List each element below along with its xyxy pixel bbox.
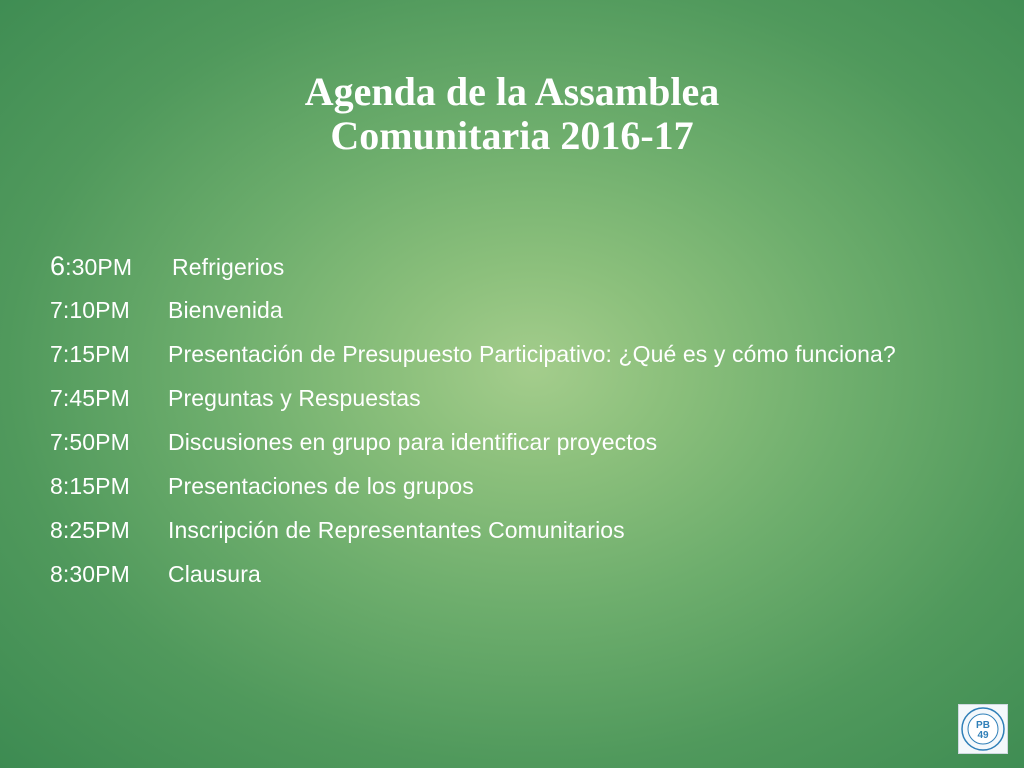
agenda-label: Discusiones en grupo para identificar proyectos xyxy=(168,429,658,455)
agenda-time: 8:15PM xyxy=(50,473,130,499)
agenda-label: Clausura xyxy=(168,561,261,587)
agenda-time: 7:10PM xyxy=(50,297,130,323)
pb49-logo-icon xyxy=(959,705,1007,753)
agenda-time: 7:45PM xyxy=(50,385,130,411)
slide-title-line-2: Comunitaria 2016-17 xyxy=(330,113,694,158)
agenda-item xyxy=(50,244,1010,288)
agenda-list xyxy=(50,244,1010,596)
logo-text-bottom: 49 xyxy=(977,730,989,741)
agenda-item xyxy=(50,420,1010,464)
agenda-time-rest: :30PM xyxy=(65,254,133,280)
agenda-time xyxy=(50,244,168,289)
agenda-label: Presentaciones de los grupos xyxy=(168,473,474,499)
agenda-time: 8:25PM xyxy=(50,517,130,543)
slide-title xyxy=(0,70,1024,158)
agenda-time: 7:50PM xyxy=(50,429,130,455)
agenda-label: Preguntas y Respuestas xyxy=(168,385,421,411)
agenda-label: Presentación de Presupuesto Participativo: ¿Qué es y cómo funciona? xyxy=(168,341,896,367)
agenda-item xyxy=(50,288,1010,332)
agenda-item xyxy=(50,508,1010,552)
slide-title-line-1: Agenda de la Assamblea xyxy=(304,69,720,114)
agenda-item xyxy=(50,376,1010,420)
agenda-time-lead: 6 xyxy=(50,251,66,281)
logo-text-top: PB xyxy=(976,720,990,731)
agenda-time: 8:30PM xyxy=(50,561,130,587)
agenda-label: Bienvenida xyxy=(168,297,283,323)
agenda-item xyxy=(50,552,1010,596)
agenda-label: Inscripción de Representantes Comunitarios xyxy=(168,517,625,543)
agenda-label: Refrigerios xyxy=(172,254,285,280)
agenda-time: 7:15PM xyxy=(50,341,130,367)
agenda-item xyxy=(50,332,1010,376)
pb49-logo xyxy=(958,704,1008,754)
agenda-item xyxy=(50,464,1010,508)
